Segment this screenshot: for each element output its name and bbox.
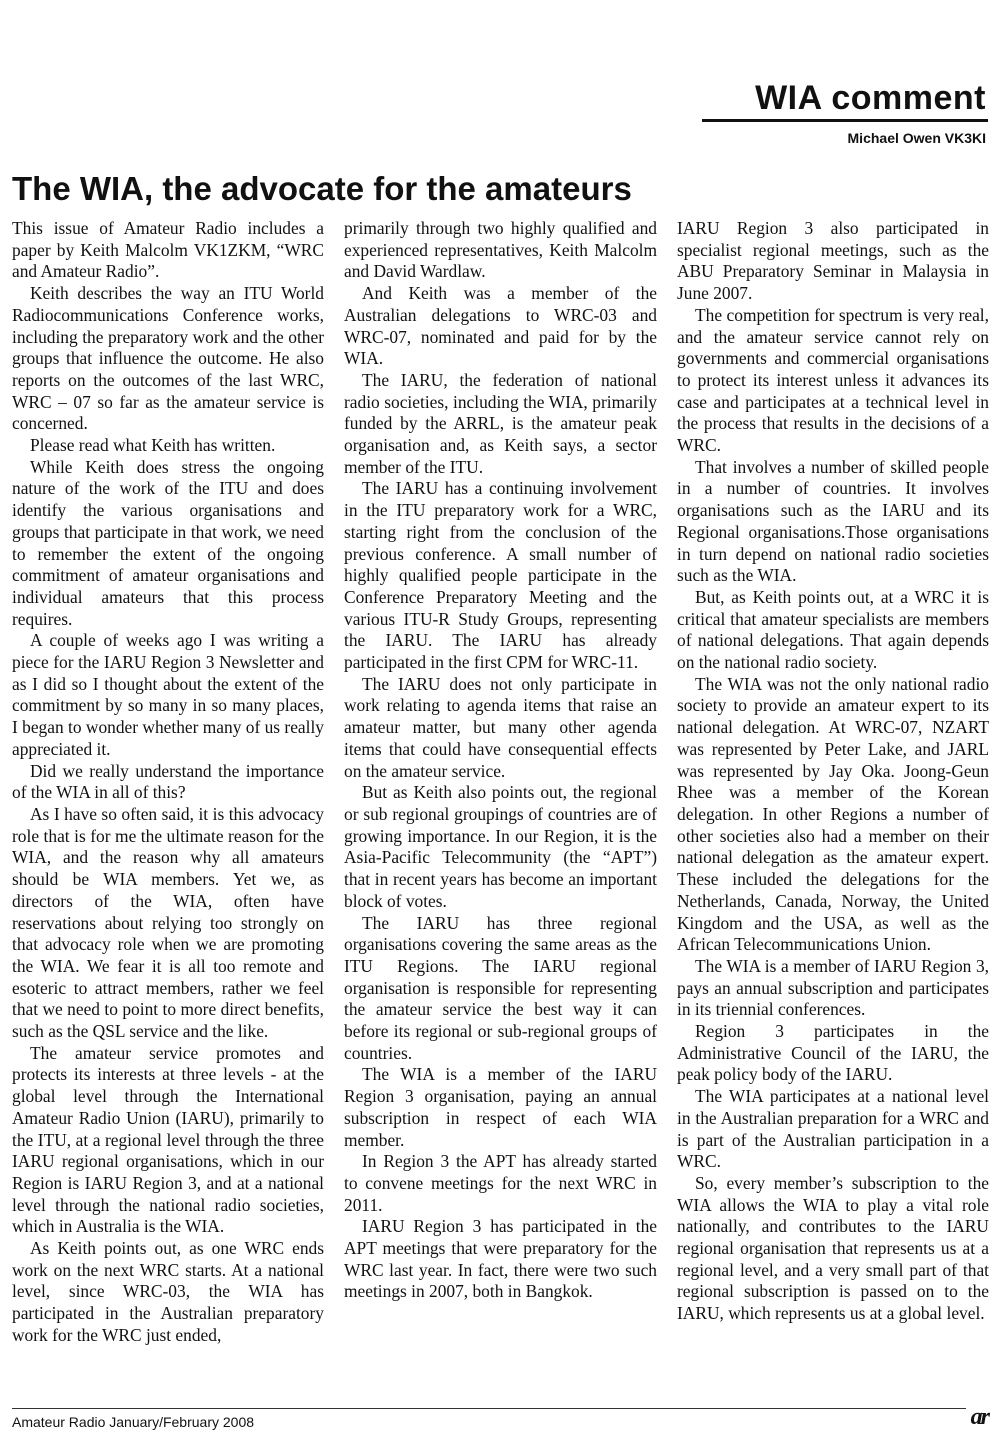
paragraph: Please read what Keith has written. — [30, 435, 276, 456]
paragraph: As Keith points out, as one WRC ends work on the next WRC starts. At a national level, since WRC-03, the WIA has participated in the Australian preparatory work for the WRC just ended, — [12, 1238, 324, 1345]
article-column-2 — [344, 218, 657, 1403]
paragraph: Keith describes the way an ITU World Radiocommunications Conference works, including the preparatory work and the other groups that influence the outcome. He also reports on the outcomes of the last WRC, WRC – 07 so far as the amateur service is concerned. — [12, 283, 324, 434]
paragraph: The WIA is a member of the IARU Region 3 organisation, paying an annual subscription in respect of each WIA member. — [344, 1064, 657, 1150]
paragraph: The IARU does not only participate in work relating to agenda items that raise an amateur matter, but many other agenda items that could have consequential effects on the amateur service. — [344, 673, 657, 781]
paragraph: A couple of weeks ago I was writing a piece for the IARU Region 3 Newsletter and as I did so I thought about the extent of the commitment by so many in so many places, I began to wonder whether many of us really appreciated it. — [12, 630, 324, 759]
paragraph: The IARU, the federation of national radio societies, including the WIA, primarily funded by the ARRL, is the amateur peak organisation and, as Keith says, a sector member of the ITU. — [344, 369, 657, 477]
footer-rule — [12, 1408, 966, 1409]
paragraph: The WIA is a member of IARU Region 3, pays an annual subscription and participates in its triennial conferences. — [677, 955, 989, 1020]
author-byline: Michael Owen VK3KI — [847, 130, 986, 146]
paragraph: As I have so often said, it is this advocacy role that is for me the ultimate reason for the WIA, and the reason why all amateurs should be WIA members. Yet we, as directors of the WIA, often have reservations about relying too strongly on that advocacy role when we are promoting the WIA. We fear it is all too remote and esoteric to attract members, rather we feel that we need to point to more direct benefits, such as the QSL service and the like. — [12, 803, 324, 1042]
paragraph: Did we really understand the importance of the WIA in all of this? — [12, 760, 324, 803]
paragraph: The IARU has a continuing involvement in the ITU preparatory work for a WRC, starting right from the conclusion of the previous conference. A small number of highly qualified people participate in the Conference Preparatory Meeting and the various ITU-R Study Groups, representing the IARU. The IARU has already participated in the first CPM for WRC-11. — [344, 478, 657, 673]
paragraph: The IARU has three regional organisations covering the same areas as the ITU Regions. The IARU regional organisation is responsible for representing the amateur service the best way it can before its regional or sub-regional groups of countries. — [344, 912, 657, 1063]
paragraph: IARU Region 3 has participated in the APT meetings that were preparatory for the WRC last year. In fact, there were two such meetings in 2007, both in Bangkok. — [344, 1216, 657, 1302]
paragraph: primarily through two highly qualified and experienced representatives, Keith Malcolm and David Wardlaw. — [344, 218, 657, 282]
paragraph: The WIA was not the only national radio society to provide an amateur expert to its national delegation. At WRC-07, NZART was represented by Peter Lake, and JARL was represented by Jay Oka. Joong-Geun Rhee was a member of the Korean delegation. In other Regions a number of other societies also had a member on their national delegation as the amateur expert. These included the delegations for the Netherlands, Canada, Norway, the United Kingdom and the USA, as well as the African Telecommunications Union. — [677, 673, 989, 955]
paragraph: IARU Region 3 also participated in specialist regional meetings, such as the ABU Preparatory Seminar in Malaysia in June 2007. — [677, 218, 989, 304]
article-headline: The WIA, the advocate for the amateurs — [12, 170, 632, 207]
section-title-rule — [702, 119, 988, 122]
section-title: WIA comment — [755, 79, 986, 117]
paragraph: This issue of Amateur Radio includes a paper by Keith Malcolm VK1ZKM, “WRC and Amateur Radio”. — [12, 218, 324, 282]
paragraph: But as Keith also points out, the regional or sub regional groupings of countries are of growing importance. In our Region, it is the Asia-Pacific Telecommunity (the “APT”) that in recent years has become an important block of votes. — [344, 782, 657, 911]
paragraph: In Region 3 the APT has already started to convene meetings for the next WRC in 2011. — [344, 1151, 657, 1215]
paragraph: Region 3 participates in the Administrative Council of the IARU, the peak policy body of the IARU. — [677, 1021, 989, 1085]
paragraph: The amateur service promotes and protects its interests at three levels - at the global level through the International Amateur Radio Union (IARU), primarily to the ITU, at a regional level through the three IARU regional organisations, which in our Region is IARU Region 3, and at a national level through the national radio societies, which in Australia is the WIA. — [12, 1042, 324, 1237]
footer-publication: Amateur Radio January/February 2008 — [12, 1414, 255, 1430]
paragraph: So, every member’s subscription to the WIA allows the WIA to play a vital role nationally, and contributes to the IARU regional organisation that represents us at a regional level, and a very small part of that regional subscription is passed on to the IARU, which represents us at a global level. — [677, 1172, 989, 1324]
article-column-3 — [677, 218, 989, 1403]
magazine-logo: ar — [970, 1404, 988, 1430]
paragraph: While Keith does stress the ongoing nature of the work of the ITU and does identify the various organisations and groups that participate in that work, we need to remember the extent of the ongoing commitment of amateur organisations and individual amateurs that this process requires. — [12, 456, 324, 629]
paragraph: The competition for spectrum is very real, and the amateur service cannot rely on governments and commercial organisations to protect its interest unless it advances its case and participates at a technical level in the process that results in the decisions of a WRC. — [677, 304, 989, 456]
article-column-1 — [12, 218, 324, 1403]
paragraph: But, as Keith points out, at a WRC it is critical that amateur specialists are members of national delegations. That again depends on the national radio society. — [677, 586, 989, 673]
paragraph: The WIA participates at a national level in the Australian preparation for a WRC and is part of the Australian participation in a WRC. — [677, 1086, 989, 1172]
paragraph: And Keith was a member of the Australian delegations to WRC-03 and WRC-07, nominated and paid for by the WIA. — [344, 283, 657, 369]
paragraph: That involves a number of skilled people in a number of countries. It involves organisations such as the IARU and its Regional organisations.Those organisations in turn depend on national radio societies such as the WIA. — [677, 456, 989, 586]
